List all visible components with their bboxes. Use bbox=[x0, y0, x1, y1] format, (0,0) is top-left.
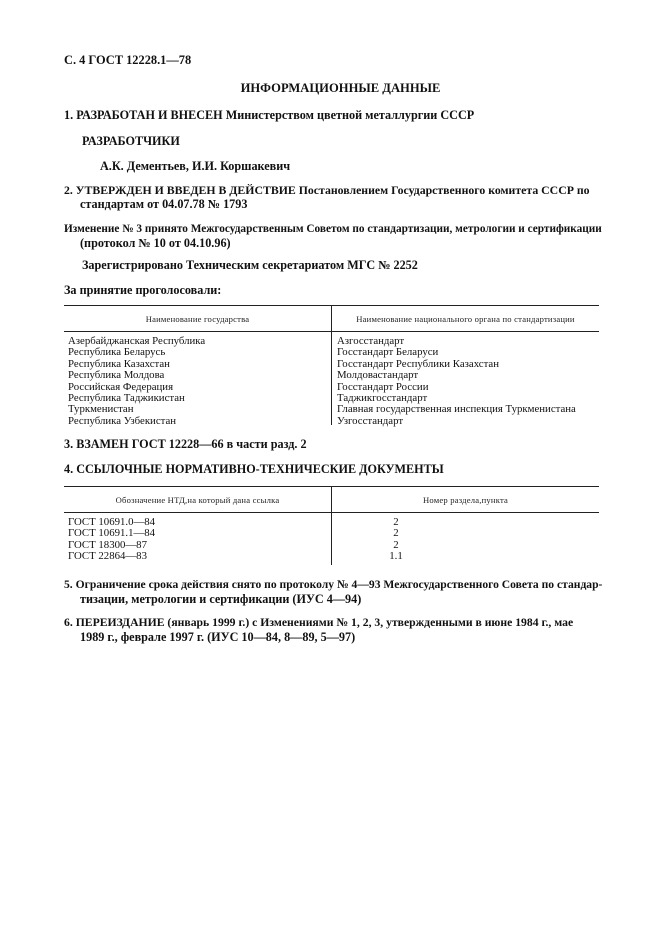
section-5-line2: тизации, метрологии и сертификации (ИУС 4—94) bbox=[80, 592, 362, 606]
section-5-line1: 5. Ограничение срока действия снято по протоколу № 4—93 Межгосударственного Совета по стандар- bbox=[64, 578, 603, 591]
table-row: 2 bbox=[393, 516, 399, 528]
table-row: Таджикгосстандарт bbox=[337, 392, 428, 405]
registered-line: Зарегистрировано Техническим секретариатом МГС № 2252 bbox=[82, 258, 418, 272]
table-row: Республика Таджикистан bbox=[68, 392, 185, 405]
table-row: Туркменистан bbox=[68, 403, 134, 416]
change-line2: (протокол № 10 от 04.10.96) bbox=[80, 236, 231, 250]
column-header-document: Обозначение НТД,на который дана ссылка bbox=[115, 495, 280, 505]
table-row: Молдовастандарт bbox=[337, 369, 419, 382]
section-6-line2: 1989 г., феврале 1997 г. (ИУС 10—84, 8—89, 5—97) bbox=[80, 630, 356, 644]
section-3: 3. ВЗАМЕН ГОСТ 12228—66 в части разд. 2 bbox=[64, 437, 307, 451]
voting-bodies-column bbox=[337, 336, 599, 427]
developers-names: А.К. Дементьев, И.И. Коршакевич bbox=[100, 159, 291, 173]
voting-states-column bbox=[68, 336, 328, 427]
section-2-line1: 2. УТВЕРЖДЕН И ВВЕДЕН В ДЕЙСТВИЕ Постановлением Государственного комитета СССР по bbox=[64, 183, 590, 197]
refs-sections-column bbox=[376, 517, 416, 563]
refs-docs-column bbox=[68, 517, 328, 563]
table-row: ГОСТ 10691.0—84 bbox=[68, 516, 156, 528]
section-1: 1. РАЗРАБОТАН И ВНЕСЕН Министерством цветной металлургии СССР bbox=[64, 108, 475, 122]
change-line1: Изменение № 3 принято Межгосударственным Советом по стандартизации, метрологии и сертификации bbox=[64, 223, 602, 235]
table-row: 2 bbox=[393, 538, 399, 551]
developers-heading: РАЗРАБОТЧИКИ bbox=[82, 134, 180, 148]
column-header-state: Наименование государства bbox=[145, 314, 250, 324]
section-4: 4. ССЫЛОЧНЫЕ НОРМАТИВНО-ТЕХНИЧЕСКИЕ ДОКУМЕНТЫ bbox=[64, 462, 444, 476]
table-row: ГОСТ 22864—83 bbox=[68, 550, 147, 563]
voted-heading: За принятие проголосовали: bbox=[64, 283, 222, 297]
table-row: Азгосстандарт bbox=[337, 335, 405, 347]
table-row: Республика Беларусь bbox=[68, 346, 166, 359]
table-row: ГОСТ 10691.1—84 bbox=[68, 527, 156, 540]
table-row: 1.1 bbox=[389, 550, 403, 563]
table-row: Российская Федерация bbox=[68, 380, 174, 393]
table-row: 2 bbox=[393, 527, 399, 540]
table-row: Республика Узбекистан bbox=[68, 414, 177, 427]
table-row: Узгосстандарт bbox=[337, 414, 404, 427]
section-6-line1: 6. ПЕРЕИЗДАНИЕ (январь 1999 г.) с Изменениями № 1, 2, 3, утвержденными в июне 1984 г., мае bbox=[64, 616, 574, 629]
section-2-line2: стандартам от 04.07.78 № 1793 bbox=[80, 197, 248, 211]
page-header: С. 4 ГОСТ 12228.1—78 bbox=[64, 53, 192, 67]
table-row: Главная государственная инспекция Туркменистана bbox=[337, 403, 576, 416]
table-row: Госстандарт России bbox=[337, 380, 429, 393]
table-row: ГОСТ 18300—87 bbox=[68, 538, 147, 551]
table-row: Республика Молдова bbox=[68, 369, 165, 382]
table-row: Азербайджанская Республика bbox=[68, 335, 206, 347]
table-row: Госстандарт Республики Казахстан bbox=[337, 357, 499, 370]
column-header-body: Наименование национального органа по стандартизации bbox=[356, 314, 575, 324]
table-row: Госстандарт Беларуси bbox=[337, 346, 439, 359]
page-title: ИНФОРМАЦИОННЫЕ ДАННЫЕ bbox=[240, 81, 441, 95]
table-row: Республика Казахстан bbox=[68, 357, 170, 370]
column-header-section: Номер раздела,пункта bbox=[422, 495, 509, 505]
